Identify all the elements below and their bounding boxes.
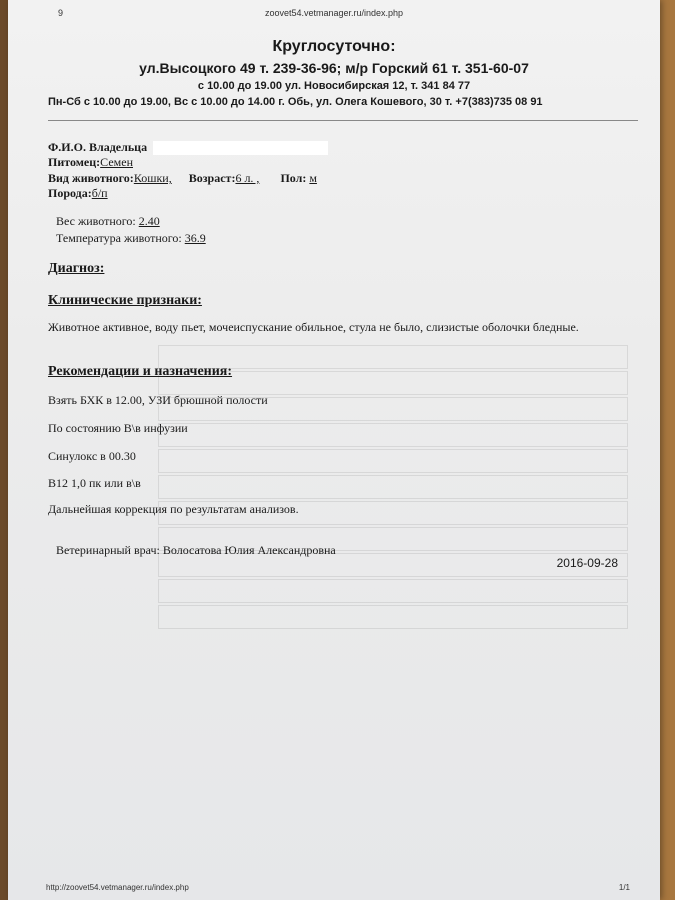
clinic-title: Круглосуточно: [272, 38, 396, 55]
recommendation-item: Дальнейшая коррекция по результатам анализов. [48, 502, 299, 516]
pet-label: Питомец: [48, 155, 101, 169]
recommendation-item: По состоянию В\в инфузии [48, 421, 188, 435]
recommendation-item: Взять БХК в 12.00, УЗИ брюшной полости [48, 393, 268, 407]
recommendation-item: Синулокс в 00.30 [48, 449, 136, 463]
header-divider [48, 120, 638, 121]
recommendations-heading: Рекомендации и назначения: [48, 364, 233, 379]
owner-redacted [153, 141, 328, 155]
diagnosis-heading: Диагноз: [48, 261, 105, 276]
breed-row [48, 186, 108, 201]
weight-row [56, 214, 160, 229]
breed-label: Порода: [48, 186, 92, 200]
document-date: 2016-09-28 [556, 556, 618, 570]
owner-label: Ф.И.О. Владельца [48, 140, 148, 154]
temperature-value: 36.9 [184, 231, 206, 245]
clinic-address-line2: с 10.00 до 19.00 ул. Новосибирская 12, т. 341 84 77 [197, 80, 471, 92]
weight-label: Вес животного: [56, 214, 136, 228]
corner-mark: 9 [58, 8, 64, 18]
vet-signature: Ветеринарный врач: Волосатова Юлия Александровна [56, 543, 336, 557]
footer-page-number: 1/1 [618, 883, 630, 892]
temperature-row [56, 231, 206, 246]
weight-value: 2.40 [138, 214, 160, 228]
document-page [8, 0, 660, 900]
pet-value: Семен [100, 155, 133, 169]
sex-value: м [309, 171, 317, 185]
temperature-label: Температура животного: [56, 231, 182, 245]
species-row [48, 171, 317, 186]
breed-value: б/п [91, 186, 108, 200]
clinical-text: Животное активное, воду пьет, мочеиспускание обильное, стула не было, слизистые оболочки бледные. [48, 320, 579, 334]
header-url: zoovet54.vetmanager.ru/index.php [264, 8, 404, 18]
clinical-heading: Клинические признаки: [48, 293, 202, 308]
recommendation-item: В12 1,0 пк или в\в [48, 476, 141, 490]
pet-row [48, 155, 133, 170]
clinic-address-line1: ул.Высоцкого 49 т. 239-36-96; м/р Горский 61 т. 351-60-07 [139, 60, 529, 76]
show-through-table [158, 345, 628, 645]
owner-row [48, 140, 328, 155]
sex-label: Пол: [280, 171, 307, 185]
footer-url: http://zoovet54.vetmanager.ru/index.php [46, 883, 189, 892]
clinic-address-line3: Пн-Сб с 10.00 до 19.00, Вс с 10.00 до 14.00 г. Обь, ул. Олега Кошевого, 30 т. +7(383)735 08 91 [48, 96, 543, 108]
age-label: Возраст: [188, 171, 236, 185]
species-value: Кошки, [133, 171, 172, 185]
age-value: 6 л. , [235, 171, 260, 185]
species-label: Вид животного: [48, 171, 134, 185]
